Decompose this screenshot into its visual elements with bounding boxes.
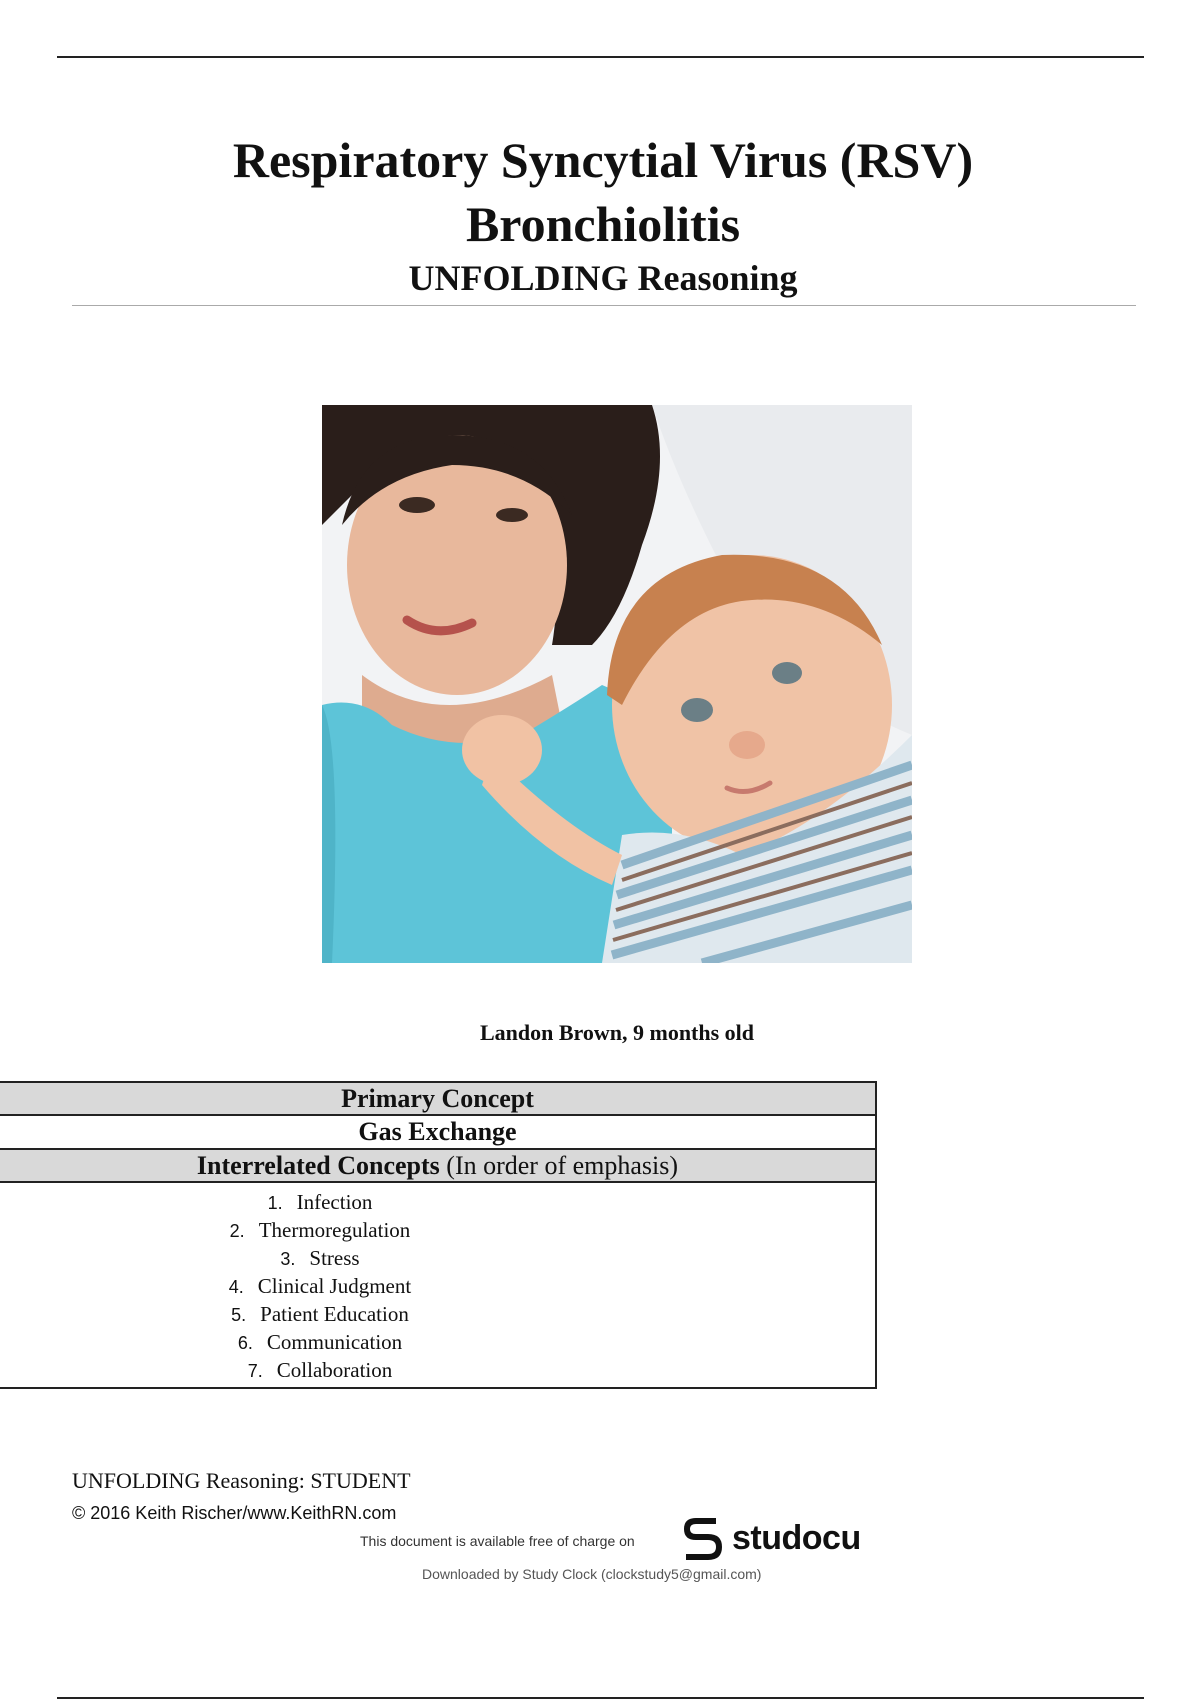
interrelated-header-bold: Interrelated Concepts [196,1151,440,1180]
list-item: 5. Patient Education [231,1302,409,1326]
footer-copyright: © 2016 Keith Rischer/www.KeithRN.com [72,1503,397,1523]
page-subtitle: UNFOLDING Reasoning [408,258,798,298]
title-rule [72,305,1136,306]
concepts-table [0,1081,877,1389]
title-block [72,128,1134,300]
primary-concept-value: Gas Exchange [0,1116,875,1150]
interrelated-concepts-list [0,1183,875,1387]
patient-caption: Landon Brown, 9 months old [479,1020,755,1045]
list-item: 3. Stress [280,1246,360,1270]
interrelated-concepts-header [0,1150,875,1183]
bottom-rule [57,1697,1144,1699]
studocu-stamp [360,1512,880,1592]
page-title-line-2: Bronchiolitis [465,196,741,252]
interrelated-header-note: (In order of emphasis) [439,1151,679,1180]
primary-concept-header: Primary Concept [0,1083,875,1116]
studocu-logo[interactable] [678,1512,861,1564]
studocu-logo-icon [678,1512,726,1564]
page-title-line-1: Respiratory Syncytial Virus (RSV) [232,132,974,188]
list-item: 4. Clinical Judgment [228,1274,412,1298]
stamp-note: This document is available free of charge on [360,1533,635,1549]
stamp-downloaded-by: Downloaded by Study Clock (clockstudy5@gmail.com) [422,1566,762,1582]
top-rule [57,56,1144,58]
list-item: 6. Communication [237,1330,403,1354]
mother-and-baby-photo [322,405,912,963]
list-item: 7. Collaboration [247,1358,393,1382]
studocu-brand: studocu [732,1518,861,1557]
footer-label: UNFOLDING Reasoning: STUDENT [72,1468,411,1493]
list-item: 2. Thermoregulation [229,1218,411,1242]
list-item: 1. Infection [267,1190,373,1214]
